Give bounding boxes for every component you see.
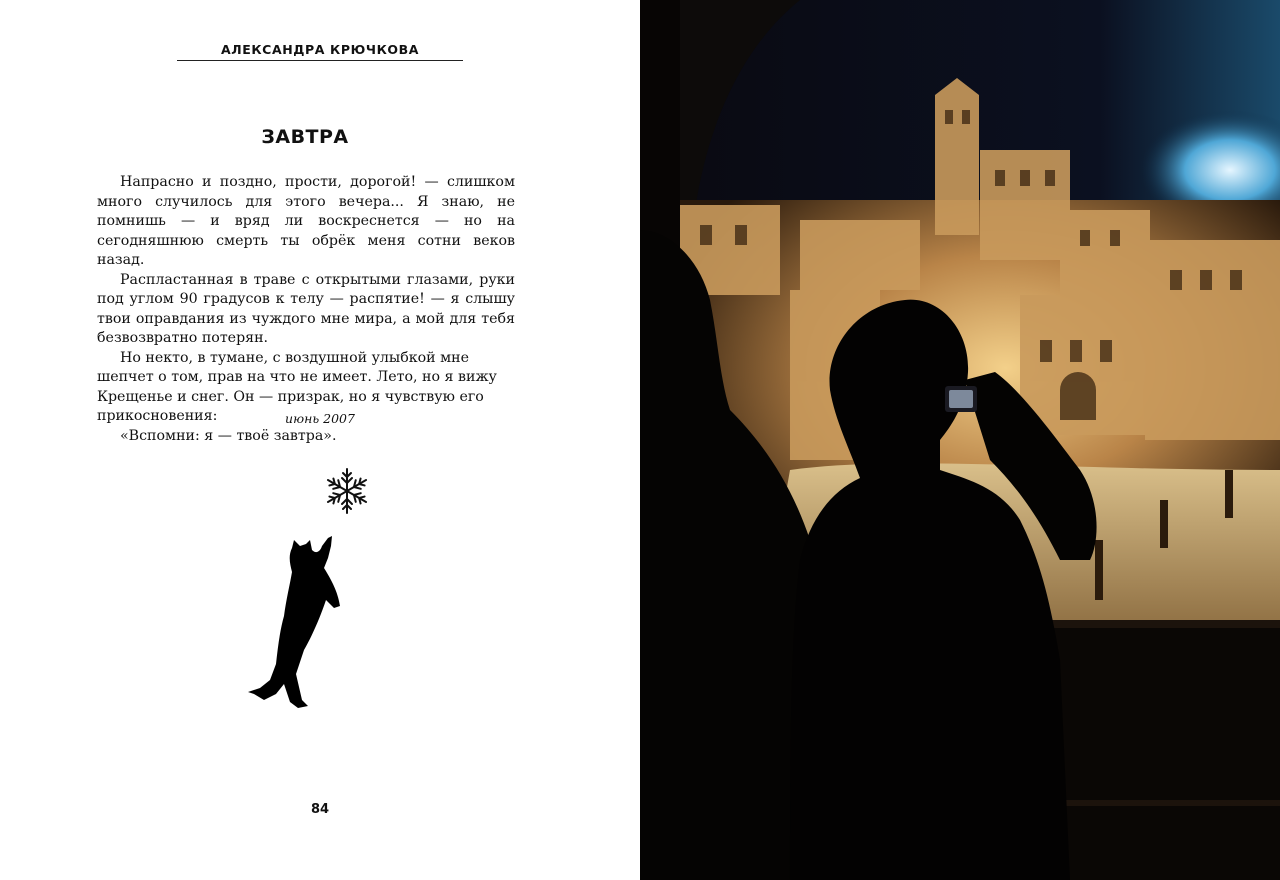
nativity-diorama-photo <box>640 0 1280 880</box>
cat-silhouette-icon <box>246 534 342 710</box>
poem-paragraph: «Вспомни: я — твоё завтра». <box>120 427 337 444</box>
right-page <box>640 0 1280 880</box>
poem-paragraph: Распластанная в траве с открытыми глазами, руки под углом 90 градусов к телу — распятие! — я слышу твои оправдания из чуждого мне мира, а мой для тебя безвозвратно потерян. <box>97 271 515 346</box>
running-head: АЛЕКСАНДРА КРЮЧКОВА <box>220 42 420 57</box>
snowflake-icon <box>322 466 372 516</box>
running-head-rule <box>177 60 463 61</box>
poem-body <box>97 173 515 446</box>
poem-paragraph: Но некто, в тумане, с воздушной улыбкой мне шепчет о том, прав на что не имеет. Лето, но я вижу Крещенье и снег. Он — призрак, но я чувствую его прикосновения: <box>97 349 497 424</box>
poem-paragraph: Напрасно и поздно, прости, дорогой! — слишком много случилось для этого вечера... Я знаю, не помнишь — и вряд ли воскреснется — но на сегодняшнюю смерть ты обрёк меня сотни веков назад. <box>97 174 515 268</box>
page-number: 84 <box>310 802 330 817</box>
poem-date: июнь 2007 <box>285 411 355 426</box>
poem-title: ЗАВТРА <box>261 126 349 148</box>
